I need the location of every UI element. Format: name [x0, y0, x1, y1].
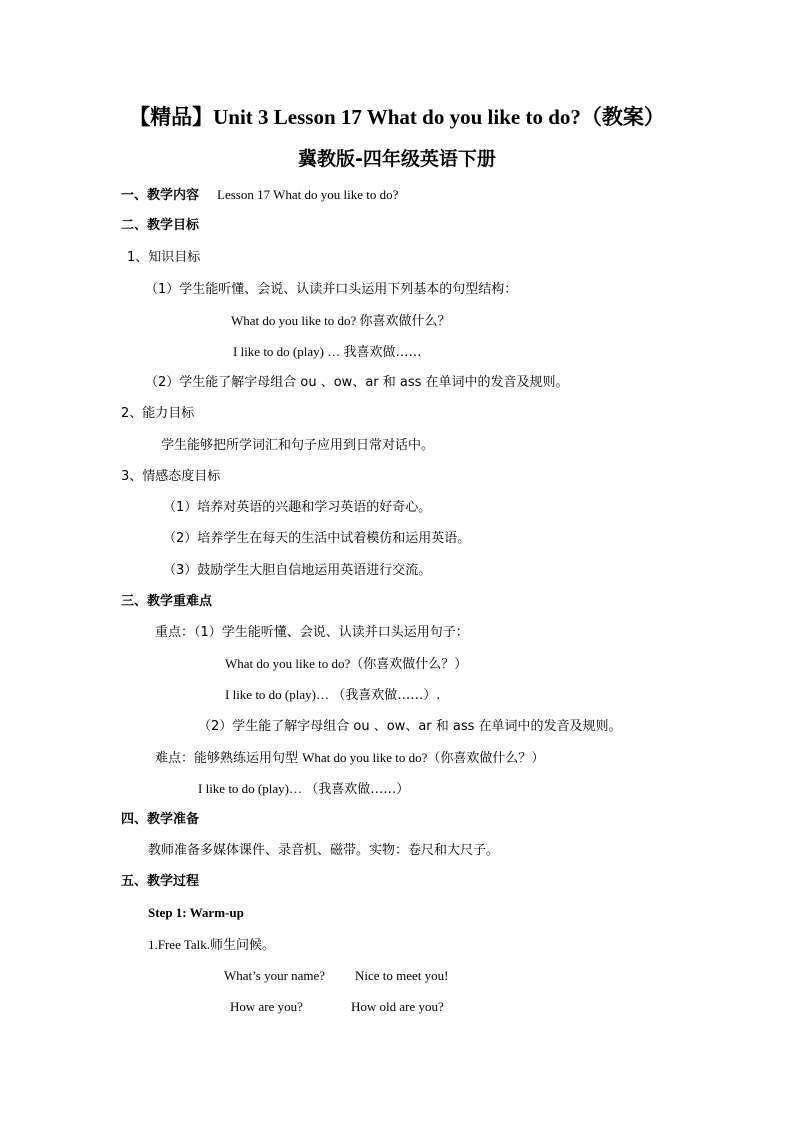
english-text: What do you like to do? — [225, 656, 351, 671]
english-text: What do you like to do? — [302, 750, 428, 765]
emotion-item-3: （3）鼓励学生大胆自信地运用英语进行交流。 — [163, 563, 432, 578]
emotion-heading: 3、情感态度目标 — [121, 469, 221, 484]
difficulty-sentence — [198, 781, 409, 798]
english-text: I like to do (play)… — [225, 687, 333, 702]
chinese-text: 你喜欢做什么？ — [359, 314, 451, 329]
knowledge-heading: 1、知识目标 — [127, 250, 201, 265]
ability-item-1: 学生能够把所学词汇和句子应用到日常对话中。 — [161, 438, 435, 453]
ability-heading: 2、能力目标 — [121, 406, 195, 421]
key-sentence-2 — [225, 687, 440, 704]
key-point-1: 重点：（1）学生能听懂、会说、认读并口头运用句子： — [155, 625, 469, 640]
greeting-question-4: How old are you? — [351, 999, 444, 1014]
free-talk-line — [148, 937, 275, 954]
step-1-heading: Step 1: Warm-up — [148, 905, 244, 920]
document-subtitle: 冀教版-四年级英语下册 — [298, 148, 496, 170]
greeting-question-2: Nice to meet you! — [355, 968, 449, 983]
english-text: I like to do (play) … — [233, 344, 344, 359]
english-text: What do you like to do? — [231, 313, 360, 328]
greeting-question-3: How are you? — [230, 999, 303, 1014]
section-4-heading: 四、教学准备 — [121, 812, 200, 827]
knowledge-sentence-1 — [231, 313, 451, 330]
section-1-content: Lesson 17 What do you like to do? — [217, 187, 399, 202]
difficulty-point — [155, 750, 544, 767]
english-text: 1.Free Talk. — [148, 937, 211, 952]
key-point-2: （2）学生能了解字母组合 ou 、ow、ar 和 ass 在单词中的发音及规则。 — [198, 719, 622, 734]
document-title: 【精品】Unit 3 Lesson 17 What do you like to do?（教案） — [129, 105, 665, 129]
section-2-heading: 二、教学目标 — [121, 218, 200, 233]
english-text: I like to do (play)… — [198, 781, 306, 796]
key-sentence-1 — [225, 656, 467, 673]
difficulty-label: 难点：能够熟练运用句型 — [155, 751, 303, 766]
chinese-text: （我喜欢做……） — [305, 782, 410, 797]
greeting-question-1: What’s your name? — [224, 968, 326, 983]
emotion-item-2: （2）培养学生在每天的生活中试着模仿和运用英语。 — [163, 531, 471, 546]
section-1-heading: 一、教学内容 — [121, 188, 200, 203]
chinese-text: 我喜欢做…… — [343, 345, 422, 360]
section-1-line — [121, 187, 398, 204]
knowledge-item-1: （1）学生能听懂、会说、认读并口头运用下列基本的句型结构： — [145, 282, 518, 297]
section-3-heading: 三、教学重难点 — [121, 594, 213, 609]
chinese-text: （你喜欢做什么？） — [427, 751, 545, 766]
chinese-text: 师生问候。 — [210, 938, 276, 953]
section-5-heading: 五、教学过程 — [121, 874, 200, 889]
emotion-item-1: （1）培养对英语的兴趣和学习英语的好奇心。 — [163, 500, 432, 515]
preparation-content: 教师准备多媒体课件、录音机、磁带。实物：卷尺和大尺子。 — [148, 843, 500, 858]
knowledge-item-2: （2）学生能了解字母组合 ou 、ow、ar 和 ass 在单词中的发音及规则。 — [145, 375, 569, 390]
chinese-text: （你喜欢做什么？） — [350, 657, 468, 672]
knowledge-sentence-2 — [233, 344, 422, 361]
chinese-text: （我喜欢做……）. — [332, 688, 441, 703]
